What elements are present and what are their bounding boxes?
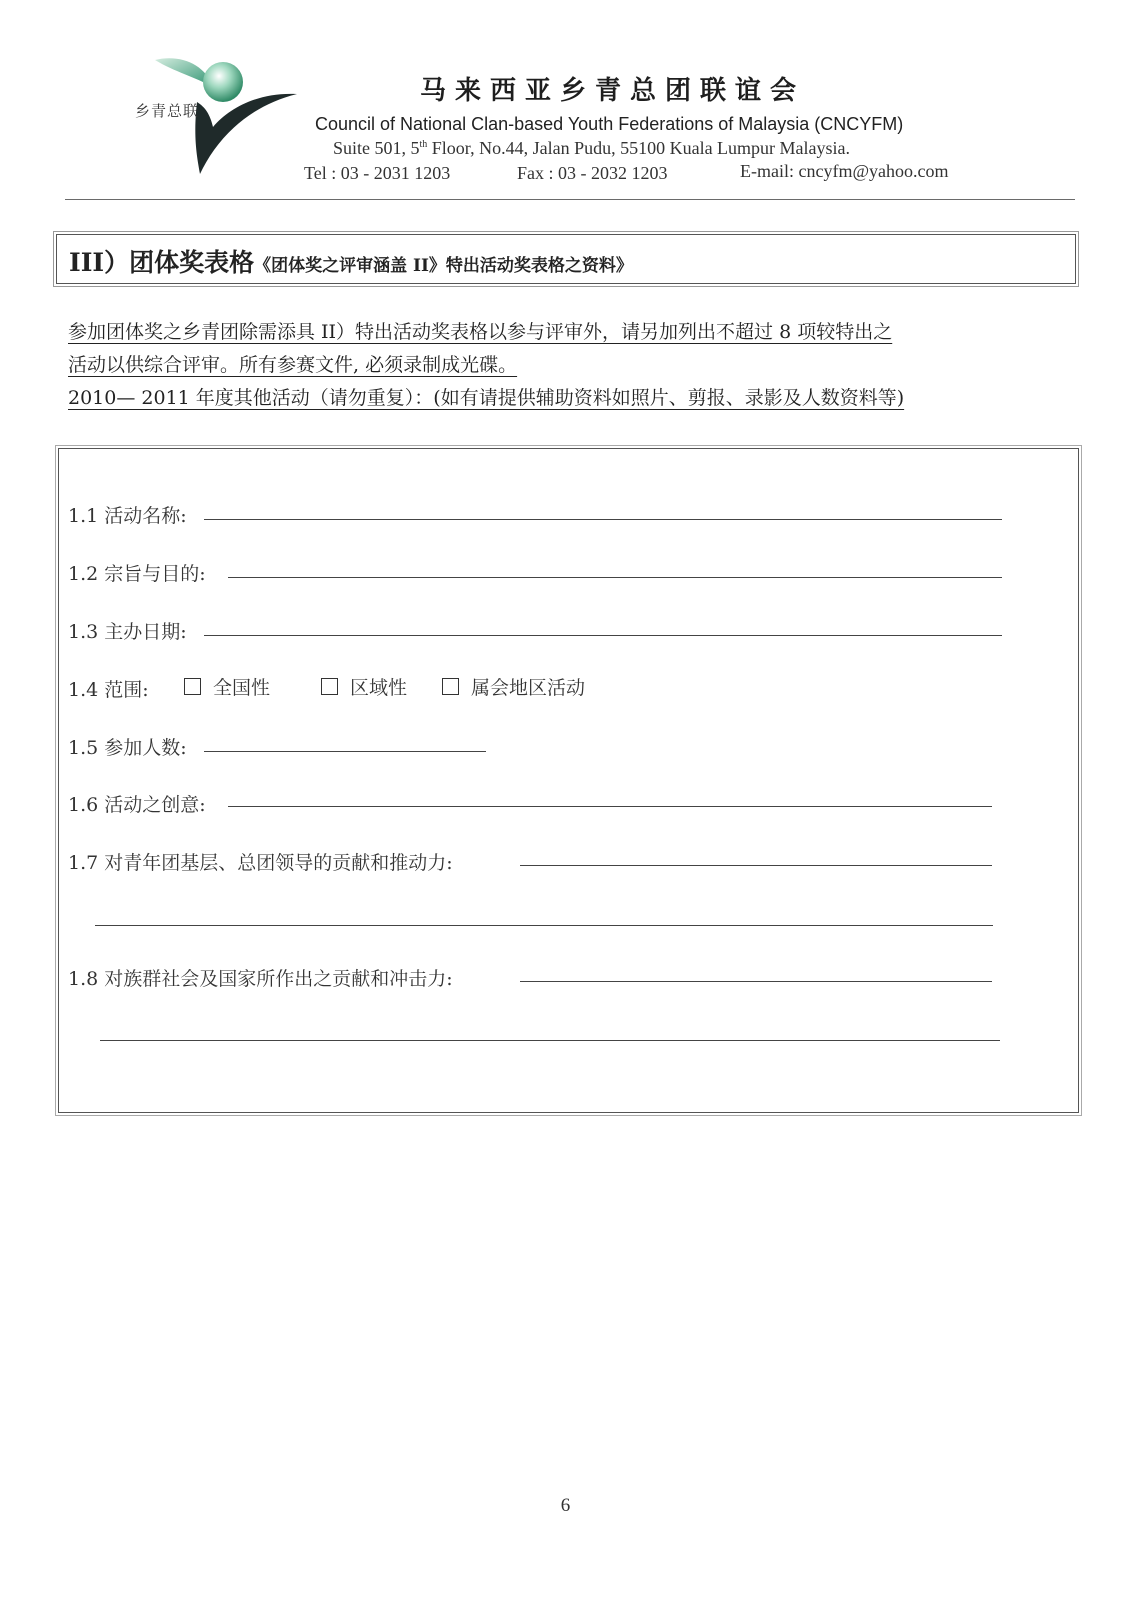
organization-logo [135,52,310,177]
section-title [69,243,633,279]
society-contribution-field[interactable] [520,981,992,982]
section-header-box [56,234,1076,284]
address-prefix: Suite 501, 5 [333,138,420,158]
scope-option-local[interactable] [442,673,585,700]
activity-name-field[interactable] [204,519,1002,520]
address-suffix: Floor, No.44, Jalan Pudu, 55100 Kuala Lumpur Malaysia. [427,138,851,158]
youth-contribution-field[interactable] [520,865,992,866]
society-contribution-field-line-2[interactable] [100,1040,1000,1041]
activity-name-label: 1.1 活动名称: [68,505,187,527]
youth-contribution-field-line-2[interactable] [95,925,993,926]
creativity-field[interactable] [228,806,992,807]
organization-name-chinese: 马来西亚乡青总团联谊会 [420,76,806,106]
participants-field[interactable] [204,751,486,752]
section-title-main: III）团体奖表格 [69,248,255,277]
creativity-label: 1.6 活动之创意: [68,794,206,816]
checkbox-regional[interactable] [321,678,338,695]
scope-option-local-label: 属会地区活动 [471,677,586,699]
page-number: 6 [560,1495,571,1516]
scope-option-regional[interactable] [321,673,407,700]
checkbox-local[interactable] [442,678,459,695]
participants-label: 1.5 参加人数: [68,737,187,759]
society-contribution-label: 1.8 对族群社会及国家所作出之贡献和冲击力: [68,968,453,990]
telephone: Tel : 03 - 2031 1203 [304,163,451,183]
fax: Fax : 03 - 2032 1203 [517,163,668,183]
checkbox-national[interactable] [184,678,201,695]
instruction-line-3: 2010— 2011 年度其他活动（请勿重复）：(如有请提供辅助资料如照片、剪报、录影及人数资料等) [68,387,905,409]
purpose-field[interactable] [228,577,1002,578]
scope-option-regional-label: 区域性 [350,677,408,699]
scope-option-national[interactable] [184,673,270,700]
purpose-label: 1.2 宗旨与目的: [68,563,206,585]
scope-option-national-label: 全国性 [213,677,271,699]
date-field[interactable] [204,635,1002,636]
instruction-line-1: 参加团体奖之乡青团除需添具 II）特出活动奖表格以参与评审外，请另加列出不超过 8 项较特出之 [68,321,893,343]
activity-form [58,448,1079,1113]
email: E-mail: cncyfm@yahoo.com [740,161,949,181]
date-label: 1.3 主办日期: [68,621,187,643]
address-superscript: th [419,139,428,150]
header-divider [65,199,1075,200]
logo-text: 乡青总联 [135,102,200,120]
youth-contribution-label: 1.7 对青年团基层、总团领导的贡献和推动力: [68,852,453,874]
organization-address [333,138,850,159]
organization-name-english: Council of National Clan-based Youth Federations of Malaysia (CNCYFM) [315,114,904,134]
instruction-line-2: 活动以供综合评审。所有参赛文件, 必须录制成光碟。 [68,354,518,376]
scope-label: 1.4 范围: [68,679,149,701]
section-title-sub: 《团体奖之评审涵盖 II》特出活动奖表格之资料》 [254,256,633,276]
